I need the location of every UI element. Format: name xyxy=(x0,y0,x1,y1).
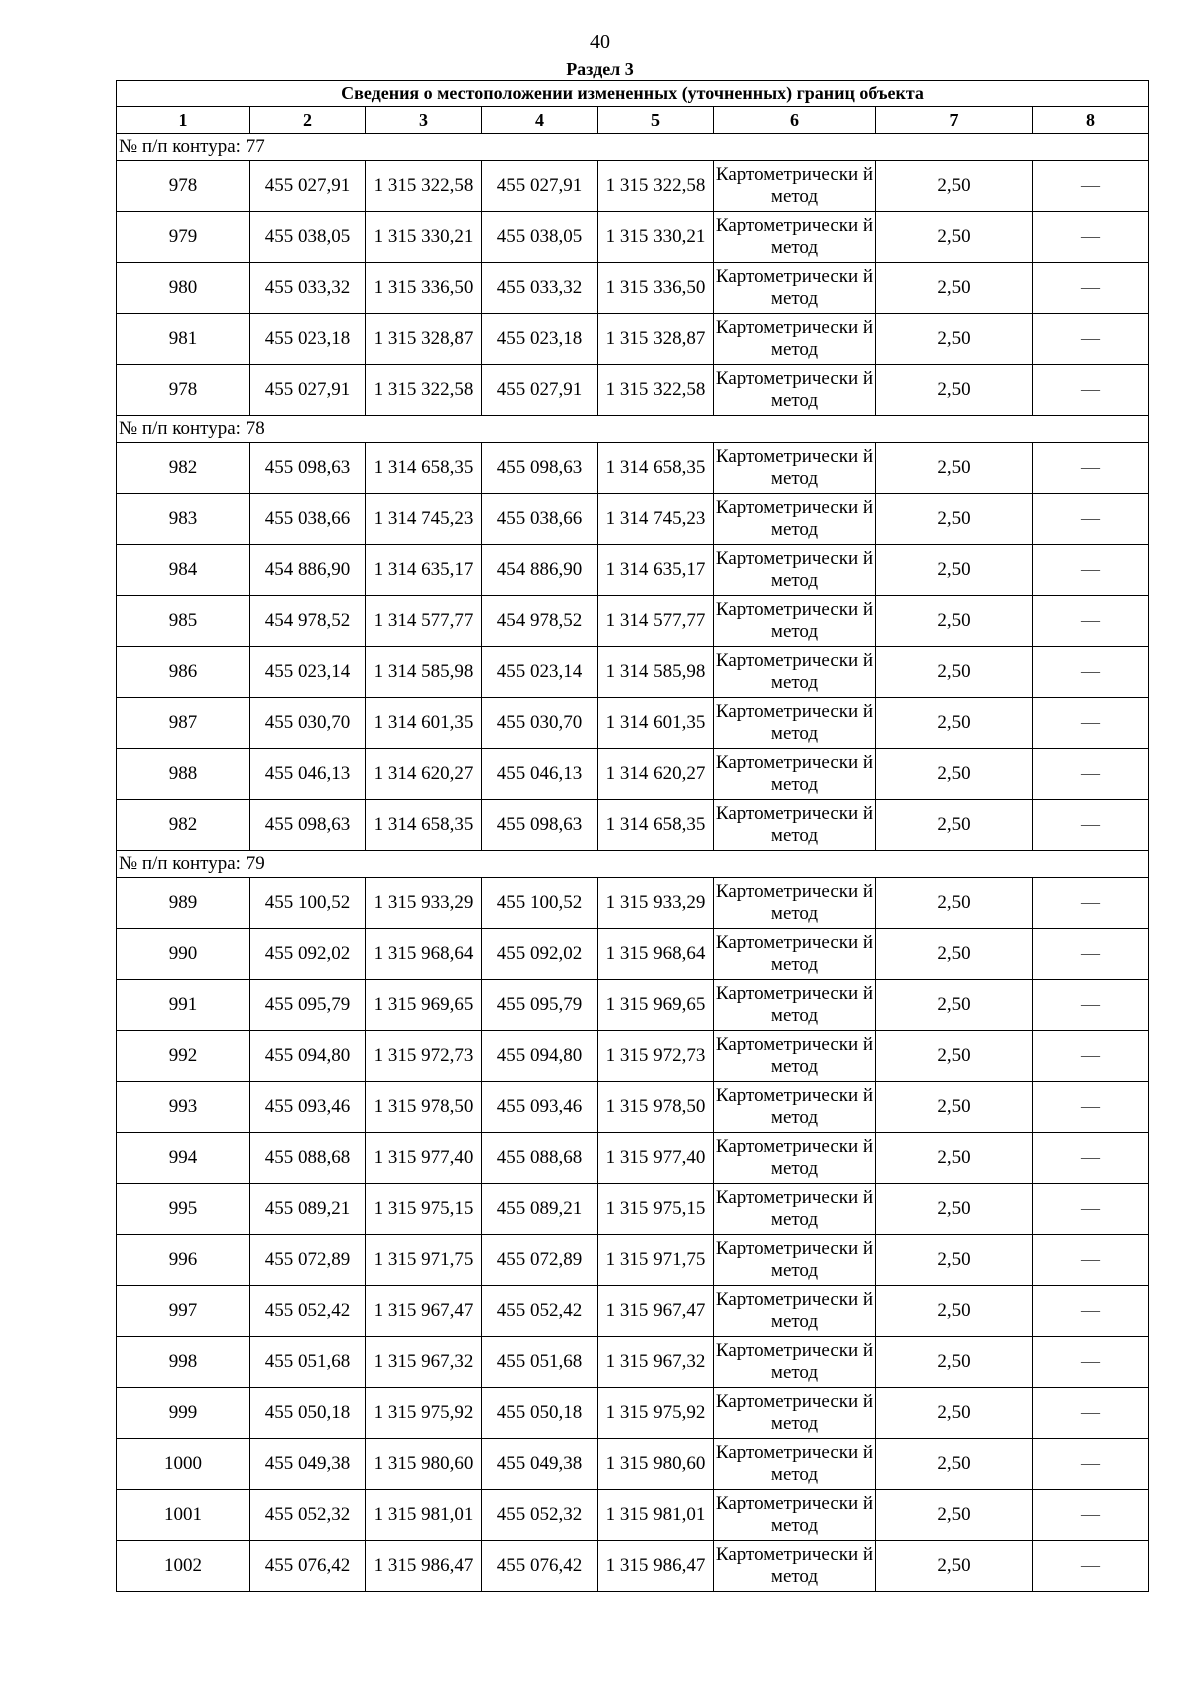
extra-cell: — xyxy=(1033,1439,1149,1490)
new-x-cell: 455 049,38 xyxy=(482,1439,598,1490)
existing-x-cell: 455 033,32 xyxy=(250,263,366,314)
new-y-cell: 1 315 978,50 xyxy=(598,1082,714,1133)
table-row xyxy=(117,1388,1149,1439)
existing-y-cell: 1 315 967,47 xyxy=(366,1286,482,1337)
existing-y-cell: 1 314 620,27 xyxy=(366,749,482,800)
column-number: 5 xyxy=(598,107,714,134)
method-cell: Картометрически й метод xyxy=(714,1184,876,1235)
table-row xyxy=(117,1286,1149,1337)
method-cell: Картометрически й метод xyxy=(714,1388,876,1439)
existing-x-cell: 454 886,90 xyxy=(250,545,366,596)
new-x-cell: 455 023,18 xyxy=(482,314,598,365)
column-number: 3 xyxy=(366,107,482,134)
point-number-cell: 985 xyxy=(117,596,250,647)
existing-y-cell: 1 315 328,87 xyxy=(366,314,482,365)
method-cell: Картометрически й метод xyxy=(714,1235,876,1286)
method-cell: Картометрически й метод xyxy=(714,1541,876,1592)
point-number-cell: 992 xyxy=(117,1031,250,1082)
existing-y-cell: 1 315 933,29 xyxy=(366,878,482,929)
point-number-cell: 978 xyxy=(117,161,250,212)
table-row xyxy=(117,494,1149,545)
point-number-cell: 995 xyxy=(117,1184,250,1235)
accuracy-cell: 2,50 xyxy=(876,698,1033,749)
point-number-cell: 984 xyxy=(117,545,250,596)
point-number-cell: 1001 xyxy=(117,1490,250,1541)
new-y-cell: 1 314 601,35 xyxy=(598,698,714,749)
accuracy-cell: 2,50 xyxy=(876,647,1033,698)
accuracy-cell: 2,50 xyxy=(876,1031,1033,1082)
existing-x-cell: 455 072,89 xyxy=(250,1235,366,1286)
method-cell: Картометрически й метод xyxy=(714,1133,876,1184)
new-y-cell: 1 315 967,47 xyxy=(598,1286,714,1337)
existing-x-cell: 455 088,68 xyxy=(250,1133,366,1184)
accuracy-cell: 2,50 xyxy=(876,1133,1033,1184)
new-y-cell: 1 315 972,73 xyxy=(598,1031,714,1082)
extra-cell: — xyxy=(1033,494,1149,545)
new-y-cell: 1 314 658,35 xyxy=(598,443,714,494)
method-cell: Картометрически й метод xyxy=(714,749,876,800)
new-x-cell: 455 098,63 xyxy=(482,800,598,851)
accuracy-cell: 2,50 xyxy=(876,314,1033,365)
new-x-cell: 455 030,70 xyxy=(482,698,598,749)
new-y-cell: 1 315 933,29 xyxy=(598,878,714,929)
point-number-cell: 989 xyxy=(117,878,250,929)
point-number-cell: 993 xyxy=(117,1082,250,1133)
existing-y-cell: 1 315 972,73 xyxy=(366,1031,482,1082)
table-row xyxy=(117,929,1149,980)
new-x-cell: 455 051,68 xyxy=(482,1337,598,1388)
point-number-cell: 979 xyxy=(117,212,250,263)
table-row xyxy=(117,749,1149,800)
table-row xyxy=(117,1031,1149,1082)
accuracy-cell: 2,50 xyxy=(876,1490,1033,1541)
new-x-cell: 455 088,68 xyxy=(482,1133,598,1184)
new-x-cell: 455 027,91 xyxy=(482,365,598,416)
method-cell: Картометрически й метод xyxy=(714,365,876,416)
table-body xyxy=(117,81,1149,1592)
new-y-cell: 1 315 969,65 xyxy=(598,980,714,1031)
method-cell: Картометрически й метод xyxy=(714,1082,876,1133)
new-x-cell: 455 100,52 xyxy=(482,878,598,929)
table-row xyxy=(117,1439,1149,1490)
extra-cell: — xyxy=(1033,314,1149,365)
extra-cell: — xyxy=(1033,1184,1149,1235)
existing-y-cell: 1 315 968,64 xyxy=(366,929,482,980)
method-cell: Картометрически й метод xyxy=(714,161,876,212)
new-y-cell: 1 315 330,21 xyxy=(598,212,714,263)
existing-y-cell: 1 314 585,98 xyxy=(366,647,482,698)
table-row xyxy=(117,1337,1149,1388)
new-y-cell: 1 314 577,77 xyxy=(598,596,714,647)
point-number-cell: 998 xyxy=(117,1337,250,1388)
table-row xyxy=(117,443,1149,494)
table-row xyxy=(117,1082,1149,1133)
table-row xyxy=(117,647,1149,698)
column-number: 7 xyxy=(876,107,1033,134)
table-row xyxy=(117,1184,1149,1235)
table-caption: Сведения о местоположении измененных (уточненных) границ объекта xyxy=(117,81,1149,107)
extra-cell: — xyxy=(1033,1031,1149,1082)
existing-y-cell: 1 315 971,75 xyxy=(366,1235,482,1286)
extra-cell: — xyxy=(1033,365,1149,416)
extra-cell: — xyxy=(1033,1337,1149,1388)
existing-x-cell: 455 049,38 xyxy=(250,1439,366,1490)
extra-cell: — xyxy=(1033,545,1149,596)
new-y-cell: 1 315 967,32 xyxy=(598,1337,714,1388)
table-row xyxy=(117,263,1149,314)
point-number-cell: 991 xyxy=(117,980,250,1031)
table-row xyxy=(117,1235,1149,1286)
point-number-cell: 997 xyxy=(117,1286,250,1337)
point-number-cell: 986 xyxy=(117,647,250,698)
point-number-cell: 999 xyxy=(117,1388,250,1439)
existing-y-cell: 1 315 977,40 xyxy=(366,1133,482,1184)
accuracy-cell: 2,50 xyxy=(876,1337,1033,1388)
existing-x-cell: 455 051,68 xyxy=(250,1337,366,1388)
existing-x-cell: 455 098,63 xyxy=(250,800,366,851)
existing-x-cell: 455 027,91 xyxy=(250,161,366,212)
new-y-cell: 1 314 620,27 xyxy=(598,749,714,800)
extra-cell: — xyxy=(1033,1490,1149,1541)
existing-x-cell: 455 050,18 xyxy=(250,1388,366,1439)
new-y-cell: 1 315 975,92 xyxy=(598,1388,714,1439)
new-x-cell: 454 886,90 xyxy=(482,545,598,596)
extra-cell: — xyxy=(1033,980,1149,1031)
method-cell: Картометрически й метод xyxy=(714,494,876,545)
table-row xyxy=(117,545,1149,596)
new-x-cell: 455 093,46 xyxy=(482,1082,598,1133)
new-y-cell: 1 315 336,50 xyxy=(598,263,714,314)
accuracy-cell: 2,50 xyxy=(876,929,1033,980)
extra-cell: — xyxy=(1033,1541,1149,1592)
contour-label: № п/п контура: 79 xyxy=(117,851,1149,878)
page-number: 40 xyxy=(590,31,610,53)
existing-x-cell: 455 095,79 xyxy=(250,980,366,1031)
accuracy-cell: 2,50 xyxy=(876,1541,1033,1592)
new-x-cell: 455 046,13 xyxy=(482,749,598,800)
existing-x-cell: 455 089,21 xyxy=(250,1184,366,1235)
accuracy-cell: 2,50 xyxy=(876,1235,1033,1286)
point-number-cell: 994 xyxy=(117,1133,250,1184)
method-cell: Картометрически й метод xyxy=(714,314,876,365)
extra-cell: — xyxy=(1033,800,1149,851)
method-cell: Картометрически й метод xyxy=(714,212,876,263)
accuracy-cell: 2,50 xyxy=(876,800,1033,851)
extra-cell: — xyxy=(1033,1133,1149,1184)
point-number-cell: 990 xyxy=(117,929,250,980)
accuracy-cell: 2,50 xyxy=(876,749,1033,800)
existing-x-cell: 455 092,02 xyxy=(250,929,366,980)
point-number-cell: 980 xyxy=(117,263,250,314)
existing-x-cell: 455 098,63 xyxy=(250,443,366,494)
method-cell: Картометрически й метод xyxy=(714,929,876,980)
existing-y-cell: 1 315 322,58 xyxy=(366,365,482,416)
new-y-cell: 1 315 986,47 xyxy=(598,1541,714,1592)
accuracy-cell: 2,50 xyxy=(876,1388,1033,1439)
new-y-cell: 1 314 745,23 xyxy=(598,494,714,545)
existing-x-cell: 455 023,14 xyxy=(250,647,366,698)
point-number-cell: 978 xyxy=(117,365,250,416)
contour-header-row xyxy=(117,851,1149,878)
existing-x-cell: 455 094,80 xyxy=(250,1031,366,1082)
point-number-cell: 982 xyxy=(117,800,250,851)
accuracy-cell: 2,50 xyxy=(876,1184,1033,1235)
extra-cell: — xyxy=(1033,1082,1149,1133)
accuracy-cell: 2,50 xyxy=(876,980,1033,1031)
new-x-cell: 454 978,52 xyxy=(482,596,598,647)
new-x-cell: 455 038,05 xyxy=(482,212,598,263)
extra-cell: — xyxy=(1033,1286,1149,1337)
accuracy-cell: 2,50 xyxy=(876,545,1033,596)
existing-y-cell: 1 314 635,17 xyxy=(366,545,482,596)
existing-x-cell: 455 052,32 xyxy=(250,1490,366,1541)
contour-label: № п/п контура: 77 xyxy=(117,134,1149,161)
method-cell: Картометрически й метод xyxy=(714,800,876,851)
section-title: Раздел 3 xyxy=(566,59,634,79)
new-y-cell: 1 314 585,98 xyxy=(598,647,714,698)
point-number-cell: 981 xyxy=(117,314,250,365)
method-cell: Картометрически й метод xyxy=(714,1337,876,1388)
existing-y-cell: 1 315 322,58 xyxy=(366,161,482,212)
accuracy-cell: 2,50 xyxy=(876,212,1033,263)
extra-cell: — xyxy=(1033,698,1149,749)
new-y-cell: 1 315 322,58 xyxy=(598,365,714,416)
accuracy-cell: 2,50 xyxy=(876,878,1033,929)
new-x-cell: 455 092,02 xyxy=(482,929,598,980)
new-y-cell: 1 315 968,64 xyxy=(598,929,714,980)
accuracy-cell: 2,50 xyxy=(876,494,1033,545)
existing-x-cell: 455 093,46 xyxy=(250,1082,366,1133)
accuracy-cell: 2,50 xyxy=(876,1439,1033,1490)
method-cell: Картометрически й метод xyxy=(714,980,876,1031)
coordinates-table xyxy=(116,80,1149,1592)
accuracy-cell: 2,50 xyxy=(876,263,1033,314)
existing-x-cell: 455 052,42 xyxy=(250,1286,366,1337)
existing-x-cell: 455 030,70 xyxy=(250,698,366,749)
table-row xyxy=(117,365,1149,416)
existing-x-cell: 455 023,18 xyxy=(250,314,366,365)
method-cell: Картометрически й метод xyxy=(714,263,876,314)
contour-header-row xyxy=(117,134,1149,161)
point-number-cell: 1000 xyxy=(117,1439,250,1490)
table-row xyxy=(117,1490,1149,1541)
table-row xyxy=(117,161,1149,212)
point-number-cell: 982 xyxy=(117,443,250,494)
new-x-cell: 455 023,14 xyxy=(482,647,598,698)
method-cell: Картометрически й метод xyxy=(714,1286,876,1337)
new-x-cell: 455 095,79 xyxy=(482,980,598,1031)
new-y-cell: 1 315 977,40 xyxy=(598,1133,714,1184)
extra-cell: — xyxy=(1033,749,1149,800)
new-y-cell: 1 314 658,35 xyxy=(598,800,714,851)
column-numbers-row xyxy=(117,107,1149,134)
existing-y-cell: 1 314 601,35 xyxy=(366,698,482,749)
new-y-cell: 1 314 635,17 xyxy=(598,545,714,596)
extra-cell: — xyxy=(1033,263,1149,314)
column-number: 2 xyxy=(250,107,366,134)
new-x-cell: 455 027,91 xyxy=(482,161,598,212)
new-x-cell: 455 052,32 xyxy=(482,1490,598,1541)
new-x-cell: 455 072,89 xyxy=(482,1235,598,1286)
existing-x-cell: 455 027,91 xyxy=(250,365,366,416)
extra-cell: — xyxy=(1033,596,1149,647)
existing-y-cell: 1 315 986,47 xyxy=(366,1541,482,1592)
table-row xyxy=(117,212,1149,263)
table-row xyxy=(117,800,1149,851)
accuracy-cell: 2,50 xyxy=(876,596,1033,647)
existing-y-cell: 1 315 978,50 xyxy=(366,1082,482,1133)
existing-y-cell: 1 315 336,50 xyxy=(366,263,482,314)
existing-y-cell: 1 315 330,21 xyxy=(366,212,482,263)
extra-cell: — xyxy=(1033,1388,1149,1439)
contour-header-row xyxy=(117,416,1149,443)
existing-y-cell: 1 315 969,65 xyxy=(366,980,482,1031)
new-y-cell: 1 315 980,60 xyxy=(598,1439,714,1490)
existing-y-cell: 1 314 658,35 xyxy=(366,800,482,851)
table-row xyxy=(117,698,1149,749)
new-x-cell: 455 033,32 xyxy=(482,263,598,314)
existing-y-cell: 1 315 975,15 xyxy=(366,1184,482,1235)
existing-x-cell: 455 100,52 xyxy=(250,878,366,929)
new-y-cell: 1 315 328,87 xyxy=(598,314,714,365)
point-number-cell: 987 xyxy=(117,698,250,749)
method-cell: Картометрически й метод xyxy=(714,545,876,596)
extra-cell: — xyxy=(1033,878,1149,929)
new-y-cell: 1 315 322,58 xyxy=(598,161,714,212)
method-cell: Картометрически й метод xyxy=(714,698,876,749)
table-row xyxy=(117,314,1149,365)
existing-y-cell: 1 314 658,35 xyxy=(366,443,482,494)
table-row xyxy=(117,878,1149,929)
accuracy-cell: 2,50 xyxy=(876,443,1033,494)
extra-cell: — xyxy=(1033,443,1149,494)
extra-cell: — xyxy=(1033,1235,1149,1286)
new-x-cell: 455 050,18 xyxy=(482,1388,598,1439)
new-x-cell: 455 094,80 xyxy=(482,1031,598,1082)
existing-y-cell: 1 315 975,92 xyxy=(366,1388,482,1439)
accuracy-cell: 2,50 xyxy=(876,365,1033,416)
existing-y-cell: 1 315 967,32 xyxy=(366,1337,482,1388)
new-x-cell: 455 098,63 xyxy=(482,443,598,494)
extra-cell: — xyxy=(1033,161,1149,212)
method-cell: Картометрически й метод xyxy=(714,878,876,929)
existing-x-cell: 455 076,42 xyxy=(250,1541,366,1592)
table-row xyxy=(117,980,1149,1031)
method-cell: Картометрически й метод xyxy=(714,1490,876,1541)
method-cell: Картометрически й метод xyxy=(714,647,876,698)
new-y-cell: 1 315 971,75 xyxy=(598,1235,714,1286)
table-row xyxy=(117,1541,1149,1592)
method-cell: Картометрически й метод xyxy=(714,443,876,494)
existing-x-cell: 455 046,13 xyxy=(250,749,366,800)
existing-x-cell: 455 038,66 xyxy=(250,494,366,545)
existing-y-cell: 1 314 577,77 xyxy=(366,596,482,647)
existing-x-cell: 454 978,52 xyxy=(250,596,366,647)
new-y-cell: 1 315 975,15 xyxy=(598,1184,714,1235)
existing-y-cell: 1 315 980,60 xyxy=(366,1439,482,1490)
column-number: 1 xyxy=(117,107,250,134)
column-number: 8 xyxy=(1033,107,1149,134)
point-number-cell: 983 xyxy=(117,494,250,545)
method-cell: Картометрически й метод xyxy=(714,1031,876,1082)
new-x-cell: 455 076,42 xyxy=(482,1541,598,1592)
new-x-cell: 455 038,66 xyxy=(482,494,598,545)
table-row xyxy=(117,596,1149,647)
point-number-cell: 988 xyxy=(117,749,250,800)
method-cell: Картометрически й метод xyxy=(714,1439,876,1490)
point-number-cell: 1002 xyxy=(117,1541,250,1592)
extra-cell: — xyxy=(1033,647,1149,698)
column-number: 4 xyxy=(482,107,598,134)
table-row xyxy=(117,1133,1149,1184)
existing-y-cell: 1 315 981,01 xyxy=(366,1490,482,1541)
accuracy-cell: 2,50 xyxy=(876,1082,1033,1133)
extra-cell: — xyxy=(1033,929,1149,980)
new-x-cell: 455 052,42 xyxy=(482,1286,598,1337)
existing-y-cell: 1 314 745,23 xyxy=(366,494,482,545)
new-y-cell: 1 315 981,01 xyxy=(598,1490,714,1541)
accuracy-cell: 2,50 xyxy=(876,161,1033,212)
extra-cell: — xyxy=(1033,212,1149,263)
column-number: 6 xyxy=(714,107,876,134)
existing-x-cell: 455 038,05 xyxy=(250,212,366,263)
contour-label: № п/п контура: 78 xyxy=(117,416,1149,443)
method-cell: Картометрически й метод xyxy=(714,596,876,647)
accuracy-cell: 2,50 xyxy=(876,1286,1033,1337)
point-number-cell: 996 xyxy=(117,1235,250,1286)
table-caption-row xyxy=(117,81,1149,107)
new-x-cell: 455 089,21 xyxy=(482,1184,598,1235)
